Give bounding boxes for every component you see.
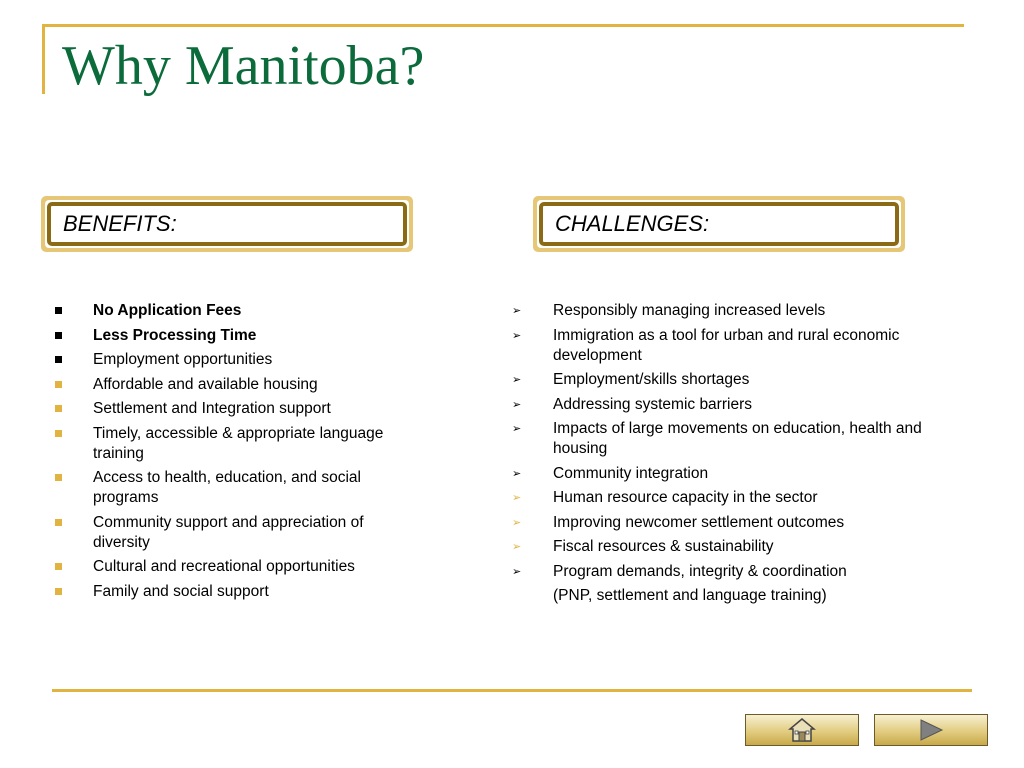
challenge-item: [512, 326, 963, 366]
benefit-item: [93, 350, 423, 370]
benefits-list: [93, 301, 423, 606]
challenge-text: Impacts of large movements on education, health and housing: [553, 420, 922, 457]
challenge-item: [512, 513, 963, 533]
bottom-accent-rule: [52, 689, 972, 692]
challenge-text: Employment/skills shortages: [553, 371, 750, 388]
benefit-item: [93, 375, 423, 395]
benefit-item: [93, 424, 423, 464]
arrowhead-bullet-icon: ➢: [512, 467, 522, 480]
benefit-item: [93, 513, 423, 553]
benefit-item: [93, 557, 423, 577]
challenge-text: Immigration as a tool for urban and rural economic development: [553, 326, 900, 364]
challenge-continuation: (PNP, settlement and language training): [553, 587, 827, 604]
arrowhead-bullet-icon: ➢: [512, 541, 522, 553]
square-bullet-icon: [55, 519, 62, 526]
square-bullet-icon: [55, 405, 62, 412]
square-bullet-icon: [55, 381, 62, 388]
arrowhead-bullet-icon: ➢: [512, 305, 522, 317]
challenge-item: [512, 301, 963, 321]
challenge-item: [512, 537, 963, 557]
benefit-item: [93, 326, 423, 346]
play-arrow-icon: [918, 718, 944, 742]
benefit-item: [93, 582, 423, 602]
challenge-item: [512, 395, 963, 415]
arrowhead-bullet-icon: ➢: [512, 565, 522, 578]
arrowhead-bullet-icon: ➢: [512, 492, 522, 504]
challenge-text: Addressing systemic barriers: [553, 395, 752, 413]
benefit-item: [93, 399, 423, 419]
challenge-item: [512, 464, 963, 484]
challenge-text: Program demands, integrity & coordination: [553, 562, 847, 580]
benefit-text: Community support and appreciation of diversity: [93, 513, 364, 551]
challenge-item: [512, 488, 963, 508]
arrowhead-bullet-icon: ➢: [512, 374, 522, 386]
slide-title: Why Manitoba?: [62, 35, 425, 97]
challenge-text: Fiscal resources & sustainability: [553, 538, 774, 555]
arrowhead-bullet-icon: ➢: [512, 398, 522, 411]
benefit-item: [93, 468, 423, 508]
challenge-text: Improving newcomer settlement outcomes: [553, 513, 845, 531]
left-accent-rule: [42, 24, 45, 94]
challenges-list: [512, 301, 963, 611]
challenge-item: [512, 370, 963, 390]
square-bullet-icon: [55, 332, 62, 339]
square-bullet-icon: [55, 430, 62, 437]
home-button[interactable]: [745, 714, 859, 746]
benefit-text: Employment opportunities: [93, 351, 273, 368]
benefit-text: Settlement and Integration support: [93, 400, 331, 417]
challenge-text: Responsibly managing increased levels: [553, 302, 826, 319]
square-bullet-icon: [55, 307, 62, 314]
benefit-text: Family and social support: [93, 582, 269, 600]
benefit-text: Timely, accessible & appropriate language training: [93, 424, 384, 462]
challenge-text: Community integration: [553, 464, 709, 482]
next-slide-button[interactable]: [874, 714, 988, 746]
arrowhead-bullet-icon: ➢: [512, 329, 522, 342]
benefit-text: Affordable and available housing: [93, 375, 318, 393]
benefit-item: [93, 301, 423, 321]
top-accent-rule: [42, 24, 964, 27]
arrowhead-bullet-icon: ➢: [512, 423, 522, 435]
challenge-item: [512, 419, 963, 459]
benefits-heading-box: [41, 196, 413, 252]
challenge-item: [512, 562, 963, 582]
benefit-text: Access to health, education, and social programs: [93, 469, 361, 506]
benefit-text: No Application Fees: [93, 302, 242, 319]
square-bullet-icon: [55, 563, 62, 570]
challenges-heading-box: [533, 196, 905, 252]
challenge-text: Human resource capacity in the sector: [553, 489, 818, 506]
square-bullet-icon: [55, 356, 62, 363]
home-icon: [788, 717, 816, 743]
benefit-text: Cultural and recreational opportunities: [93, 558, 355, 575]
square-bullet-icon: [55, 588, 62, 595]
benefit-text: Less Processing Time: [93, 326, 257, 344]
arrowhead-bullet-icon: ➢: [512, 516, 522, 529]
benefits-heading: BENEFITS:: [47, 202, 407, 246]
square-bullet-icon: [55, 474, 62, 481]
challenges-heading: CHALLENGES:: [539, 202, 899, 246]
